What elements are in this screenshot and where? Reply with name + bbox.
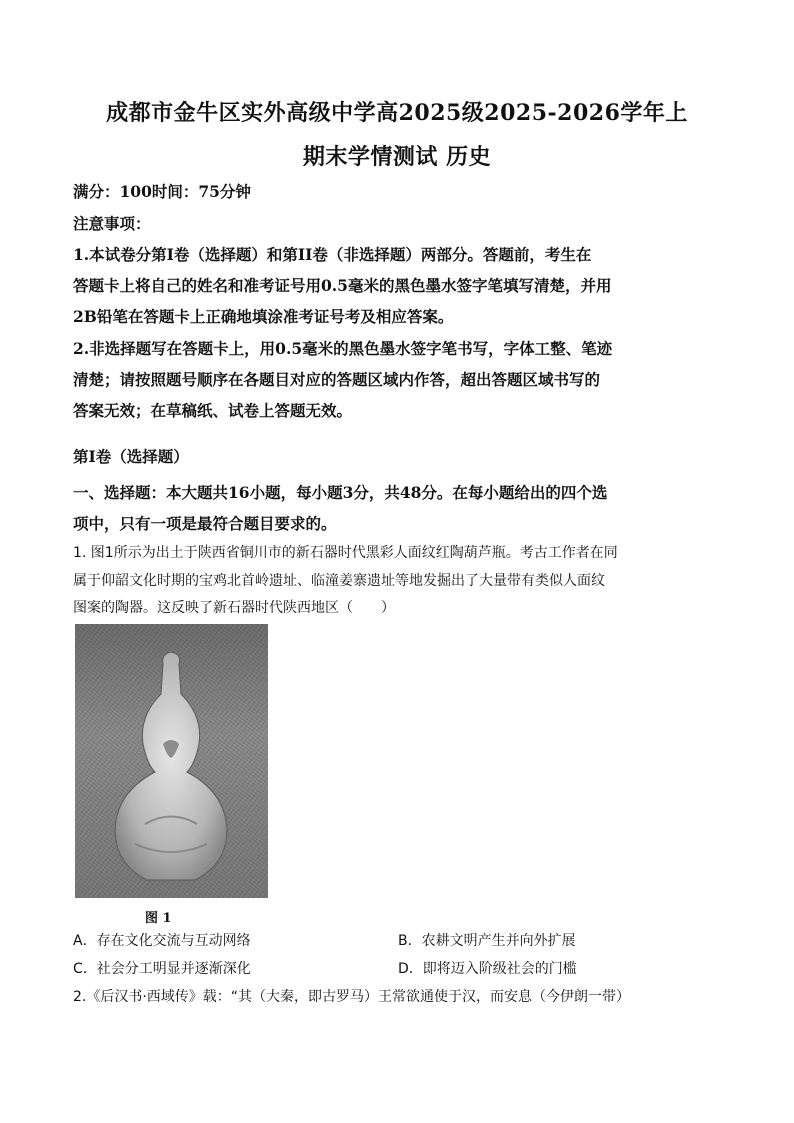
option-d: D．即将迈入阶级社会的门槛 <box>398 961 577 977</box>
section-instruction-line-1: 一、选择题：本大题共16小题，每小题3分，共48分。在每小题给出的四个选 <box>73 483 608 502</box>
notes-line: 2B铅笔在答题卡上正确地填涂准考证号考及相应答案。 <box>73 307 454 326</box>
question-1-stem: 属于仰韶文化时期的宝鸡北首岭遗址、临潼姜寨遗址等地发掘出了大量带有类似人面纹 <box>73 573 605 589</box>
question-1-stem: 图案的陶器。这反映了新石器时代陕西地区（ ） <box>73 600 395 616</box>
notes-line: 清楚；请按照题号顺序在各题目对应的答题区域内作答，超出答题区域书写的 <box>73 370 601 389</box>
option-a: A．存在文化交流与互动网络 <box>73 933 251 949</box>
notes-line: 1.本试卷分第I卷（选择题）和第II卷（非选择题）两部分。答题前，考生在 <box>73 245 592 264</box>
section-instruction-line-2: 项中，只有一项是最符合题目要求的。 <box>73 514 337 533</box>
notes-heading: 注意事项： <box>73 214 151 233</box>
exam-title-line-2: 期末学情测试 历史 <box>302 144 492 170</box>
notes-line: 2.非选择题写在答题卡上，用0.5毫米的黑色墨水签字笔书写，字体工整、笔迹 <box>73 339 613 358</box>
figure-caption: 图 1 <box>145 911 172 926</box>
gourd-vase-photo <box>75 624 268 898</box>
part-title: 第I卷（选择题） <box>73 447 189 466</box>
question-1-stem: 1. 图1所示为出土于陕西省铜川市的新石器时代黑彩人面纹红陶葫芦瓶。考古工作者在同 <box>73 545 618 561</box>
option-b: B．农耕文明产生并向外扩展 <box>398 933 576 949</box>
question-2-stem: 2.《后汉书·西域传》载：“其（大秦，即古罗马）王常欲通使于汉，而安息（今伊朗一带） <box>73 989 631 1005</box>
exam-title-line-1: 成都市金牛区实外高级中学高2025级2025-2026学年上 <box>106 100 688 126</box>
notes-line: 答案无效；在草稿纸、试卷上答题无效。 <box>73 401 353 420</box>
score-time-info: 满分：100时间：75分钟 <box>73 182 251 201</box>
option-c: C．社会分工明显并逐渐深化 <box>73 961 251 977</box>
notes-line: 答题卡上将自己的姓名和准考证号用0.5毫米的黑色墨水签字笔填写清楚，并用 <box>73 276 612 295</box>
gourd-vase-illustration <box>75 624 268 898</box>
